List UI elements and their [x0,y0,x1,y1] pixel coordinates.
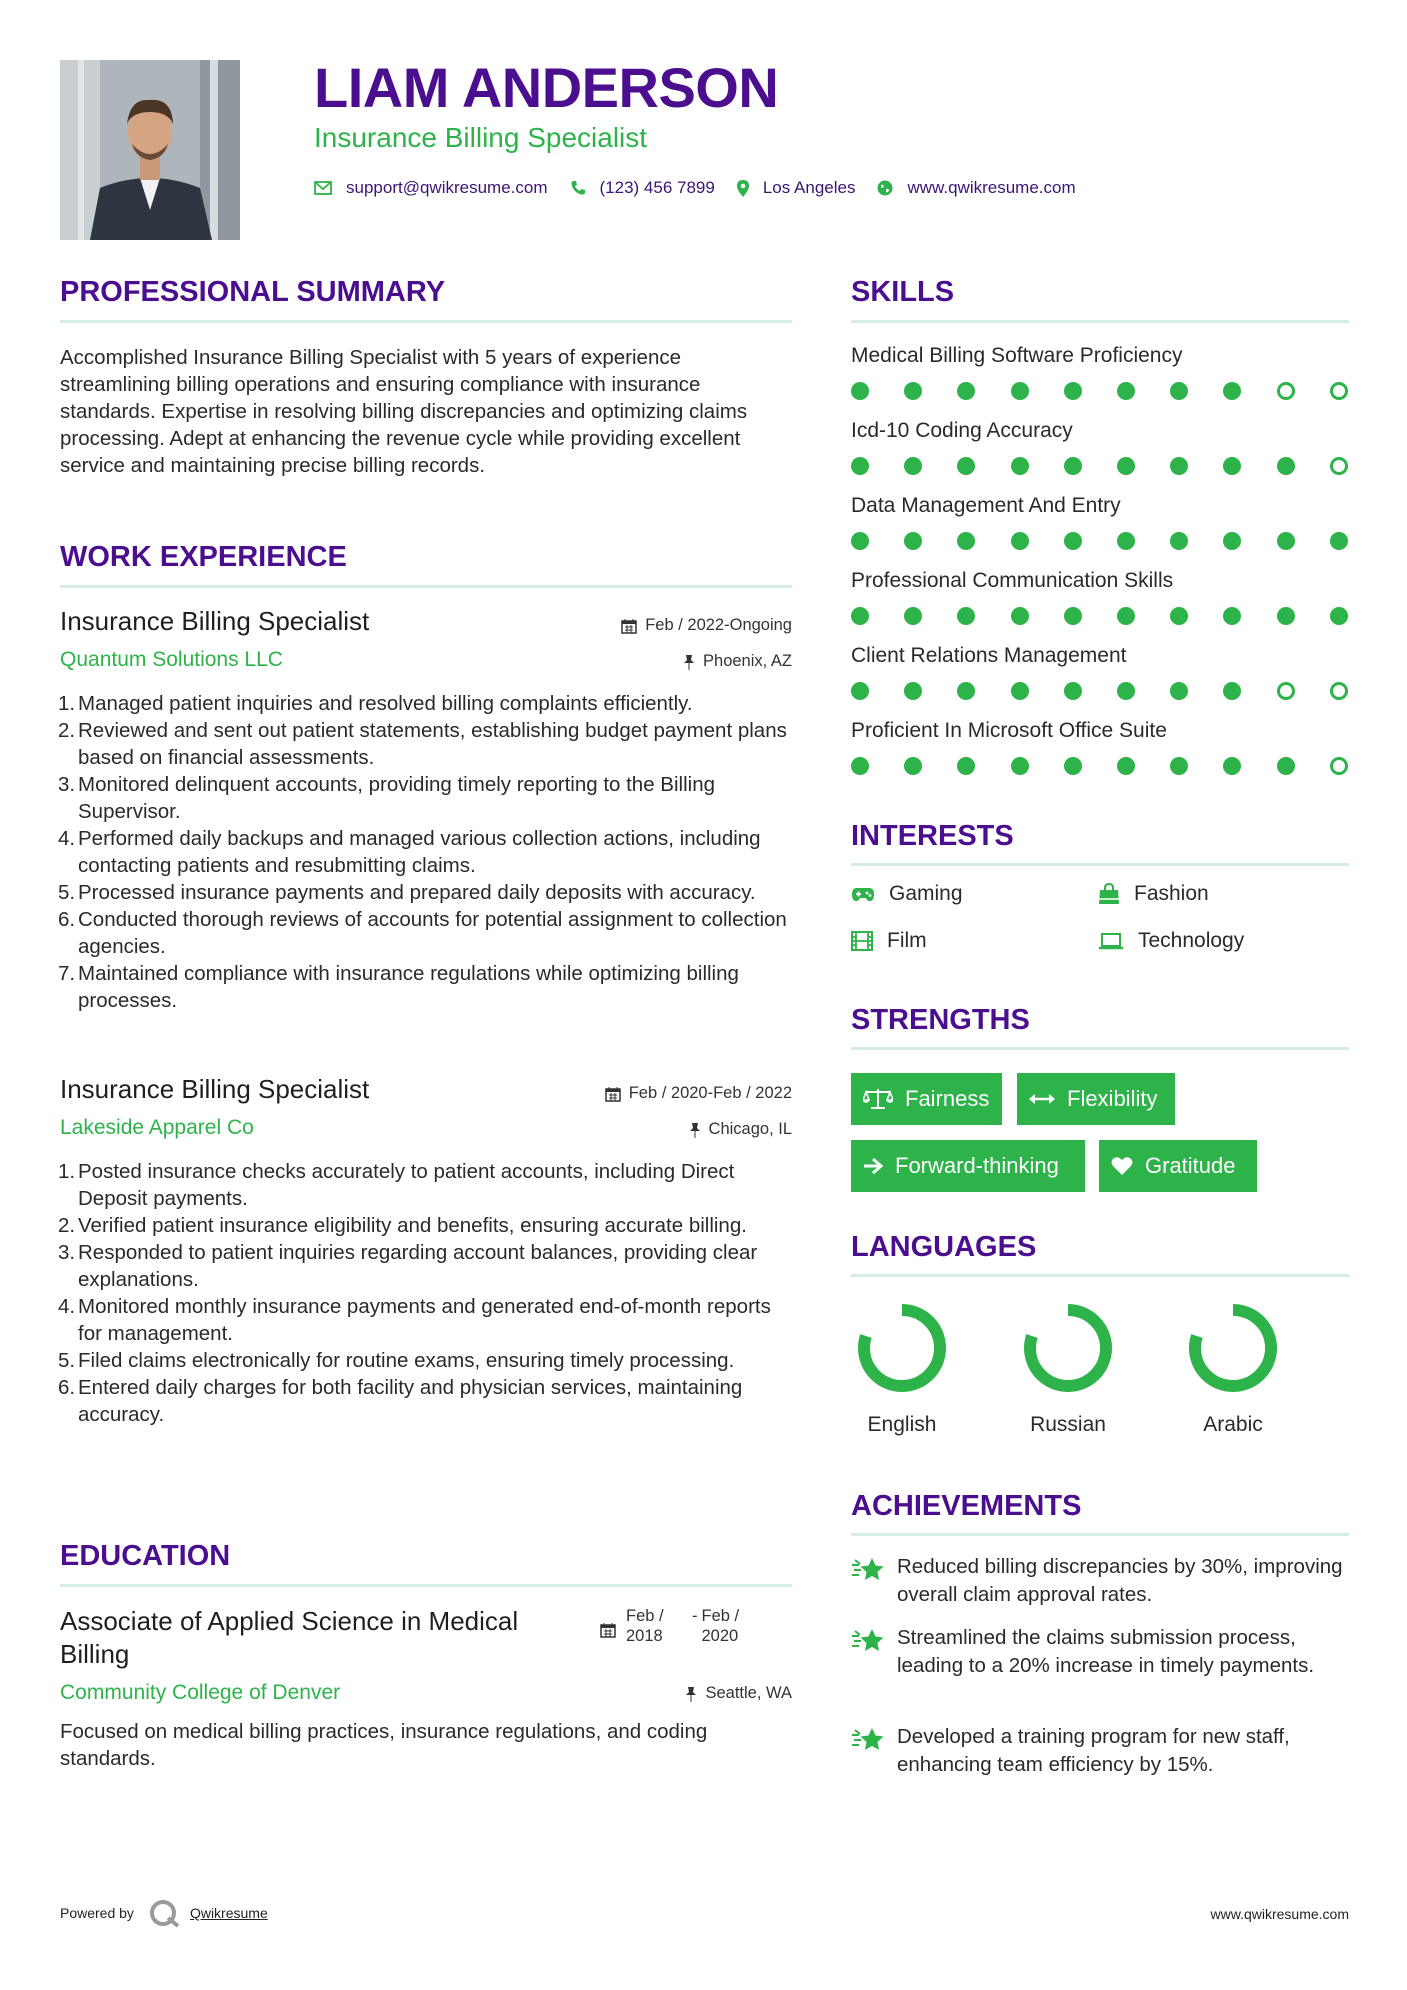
skill-name: Proficient In Microsoft Office Suite [851,719,1167,742]
rating-dot-filled [851,382,869,400]
rating-dot-filled [1011,682,1029,700]
rating-dot-filled [1277,757,1295,775]
list-item: 2. Verified patient insurance eligibility and benefits, ensuring accurate billing. [58,1214,747,1237]
rating-dot-filled [1064,532,1082,550]
calendar-icon [605,1086,621,1102]
phone-icon [570,180,586,196]
rating-dot-empty [1330,682,1348,700]
rating-dot-filled [1277,457,1295,475]
achievement-item: Streamlined the claims submission process, leading to a 20% increase in timely payments. [851,1624,1349,1680]
rating-dot-filled [1170,757,1188,775]
rating-dot-filled [1117,757,1135,775]
rating-dot-filled [904,757,922,775]
list-item: 1. Posted insurance checks accurately to patient accounts, including Direct Deposit payments. [58,1160,735,1210]
laptop-icon [1098,932,1124,950]
shopping-bag-icon [1098,883,1120,905]
rating-dot-empty [1277,682,1295,700]
rating-dot-filled [1330,607,1348,625]
candidate-name: LIAM ANDERSON [314,56,779,119]
arrow-right-icon [863,1157,883,1175]
rating-dot-filled [1223,607,1241,625]
language-label: English [867,1413,937,1436]
globe-icon [877,180,893,196]
achievements-heading: ACHIEVEMENTS [851,1490,1082,1522]
summary-text: Accomplished Insurance Billing Specialist with 5 years of experience streamlining billing operations and ensuring compliance with insurance standards. Expertise in resolving billing discrepancies and optimizing claims processing. Adept at enhancing the revenue cycle while providing excellent service and maintaining precise billing records. [60,346,748,477]
rating-dot-filled [851,532,869,550]
job-title: Insurance Billing Specialist [60,606,370,636]
rating-dot-filled [957,457,975,475]
rating-dot-filled [1064,682,1082,700]
rating-dot-filled [1117,382,1135,400]
summary-heading: PROFESSIONAL SUMMARY [60,276,446,308]
skill-name: Professional Communication Skills [851,569,1174,592]
calendar-icon [621,618,637,634]
interests-rule [851,863,1349,866]
education-end: Feb / 2020 [701,1607,740,1645]
achievement-item: Developed a training program for new staff, enhancing team efficiency by 15%. [851,1723,1349,1779]
job-title: Insurance Billing Specialist [60,1074,370,1104]
skills-rule [851,320,1349,323]
contact-phone[interactable] [570,178,715,198]
list-item: 1. Managed patient inquiries and resolved billing complaints efficiently. [58,692,693,715]
language-level-arc [864,1310,940,1386]
language-ring [1158,1300,1308,1405]
language-label: Russian [1030,1413,1106,1436]
education-location: Seattle, WA [500,1684,792,1703]
skill-name: Client Relations Management [851,644,1127,667]
contact-website[interactable] [877,178,1075,198]
rating-dot-filled [1064,382,1082,400]
degree-title: Associate of Applied Science in Medical Billing [60,1606,519,1669]
footer-website[interactable]: www.qwikresume.com [1210,1906,1349,1922]
strengths-heading: STRENGTHS [851,1004,1030,1036]
list-item: 3. Monitored delinquent accounts, providing timely reporting to the Billing Supervisor. [58,773,716,823]
rating-dot-filled [1117,682,1135,700]
contact-email[interactable] [314,178,548,198]
brand-link[interactable]: Qwikresume [189,1905,268,1921]
list-item: 2. Reviewed and sent out patient statements, establishing budget payment plans based on financial assessments. [58,719,787,769]
skill-name: Data Management And Entry [851,494,1121,517]
experience-heading: WORK EXPERIENCE [60,541,347,573]
website-text: www.qwikresume.com [907,178,1076,197]
list-item: 3. Responded to patient inquiries regarding account balances, providing clear explanations. [58,1241,758,1291]
skill-name: Icd-10 Coding Accuracy [851,419,1073,442]
rating-dot-filled [904,682,922,700]
rating-dot-filled [1011,457,1029,475]
list-item: 4. Monitored monthly insurance payments and generated end-of-month reports for management. [58,1295,771,1345]
rating-dot-filled [1223,757,1241,775]
skill-name: Medical Billing Software Proficiency [851,344,1183,367]
job-location: Phoenix, AZ [500,652,792,671]
language-label: Arabic [1203,1413,1263,1436]
rating-dot-empty [1330,757,1348,775]
rating-dot-filled [1277,607,1295,625]
rating-dot-filled [957,682,975,700]
rating-dot-filled [1170,682,1188,700]
pushpin-icon [683,654,695,670]
contact-location [737,178,856,198]
rating-dot-empty [1330,382,1348,400]
list-item: 7. Maintained compliance with insurance regulations while optimizing billing processes. [58,962,739,1012]
star-award-icon [851,1725,885,1753]
rating-dot-filled [904,532,922,550]
skill-rating [851,532,1349,552]
rating-dot-filled [851,607,869,625]
rating-dot-filled [851,757,869,775]
achievements-rule [851,1533,1349,1536]
gamepad-icon [851,886,875,902]
strength-tag-fairness: Fairness [851,1073,1002,1125]
language-progress-arc [993,1300,1143,1400]
rating-dot-filled [957,382,975,400]
rating-dot-filled [1170,457,1188,475]
job-dates: Feb / 2020-Feb / 2022 [500,1084,792,1103]
candidate-role: Insurance Billing Specialist [314,122,648,153]
rating-dot-filled [1064,457,1082,475]
rating-dot-filled [1277,532,1295,550]
star-award-icon [851,1626,885,1654]
skill-rating [851,457,1349,477]
rating-dot-filled [851,457,869,475]
rating-dot-filled [1064,757,1082,775]
phone-text: (123) 456 7899 [599,178,715,197]
footer-powered-by [60,1898,268,1928]
envelope-icon [314,181,332,195]
rating-dot-filled [1223,682,1241,700]
interest-item-gaming: Gaming [851,882,963,906]
map-pin-icon [737,180,749,197]
star-award-icon [851,1555,885,1583]
rating-dot-filled [957,532,975,550]
language-ring [993,1300,1143,1405]
film-icon [851,931,873,951]
rating-dot-filled [1064,607,1082,625]
list-item: 4. Performed daily backups and managed various collection actions, including contacting patients and resubmitting claims. [58,827,761,877]
rating-dot-empty [1277,382,1295,400]
rating-dot-filled [1117,607,1135,625]
balance-scale-icon [863,1088,893,1110]
rating-dot-filled [1223,532,1241,550]
skill-rating [851,682,1349,702]
strength-tag-forward-thinking: Forward-thinking [851,1140,1085,1192]
strength-tag-flexibility: Flexibility [1017,1073,1175,1125]
calendar-icon [600,1622,616,1638]
language-level-arc [1030,1310,1106,1386]
school-name: Community College of Denver [60,1681,341,1704]
achievement-item: Reduced billing discrepancies by 30%, improving overall claim approval rates. [851,1553,1349,1609]
skill-rating [851,757,1349,777]
list-item: 5. Filed claims electronically for routine exams, ensuring timely processing. [58,1349,735,1372]
rating-dot-filled [957,607,975,625]
email-text: support@qwikresume.com [346,178,548,197]
rating-dot-filled [1011,607,1029,625]
company-name: Quantum Solutions LLC [60,648,283,671]
rating-dot-filled [1117,532,1135,550]
rating-dot-filled [904,607,922,625]
job-bullets [60,1158,792,1428]
education-start: Feb / 2018 [626,1607,664,1645]
company-name: Lakeside Apparel Co [60,1116,254,1139]
rating-dot-filled [1170,532,1188,550]
education-description: Focused on medical billing practices, insurance regulations, and coding standards. [60,1720,708,1770]
rating-dot-filled [957,757,975,775]
summary-rule [60,320,792,323]
interest-item-film: Film [851,929,927,953]
rating-dot-filled [1170,382,1188,400]
skills-heading: SKILLS [851,276,955,308]
heart-icon [1111,1156,1133,1176]
rating-dot-filled [1011,382,1029,400]
pushpin-icon [685,1686,697,1702]
language-progress-arc [827,1300,977,1400]
languages-rule [851,1274,1349,1277]
contact-bar [314,178,1098,198]
rating-dot-filled [1011,532,1029,550]
interest-item-fashion: Fashion [1098,882,1209,906]
strength-tag-gratitude: Gratitude [1099,1140,1257,1192]
list-item: 6. Conducted thorough reviews of accounts for potential assignment to collection agencies. [58,908,787,958]
pushpin-icon [689,1122,701,1138]
education-dates: Feb / 2018 - Feb / 2020 [600,1606,760,1646]
strengths-rule [851,1047,1349,1050]
rating-dot-filled [1223,457,1241,475]
rating-dot-filled [851,682,869,700]
job-dates: Feb / 2022-Ongoing [500,616,792,635]
skill-rating [851,607,1349,627]
rating-dot-filled [1117,457,1135,475]
list-item: 6. Entered daily charges for both facility and physician services, maintaining accuracy. [58,1376,743,1426]
powered-by-label: Powered by [60,1905,134,1921]
arrows-horizontal-icon [1029,1092,1055,1106]
rating-dot-filled [1170,607,1188,625]
rating-dot-filled [904,382,922,400]
rating-dot-filled [1223,382,1241,400]
languages-heading: LANGUAGES [851,1231,1037,1263]
language-level-arc [1195,1310,1271,1386]
language-ring [827,1300,977,1405]
interests-heading: INTERESTS [851,820,1014,852]
skill-rating [851,382,1349,402]
location-text: Los Angeles [762,178,856,197]
rating-dot-filled [1011,757,1029,775]
language-progress-arc [1158,1300,1308,1400]
job-bullets [60,690,792,1014]
list-item: 5. Processed insurance payments and prepared daily deposits with accuracy. [58,881,756,904]
interest-item-technology: Technology [1098,929,1244,953]
rating-dot-filled [904,457,922,475]
qwikresume-logo-icon [148,1898,182,1928]
education-rule [60,1584,792,1587]
education-heading: EDUCATION [60,1540,231,1572]
rating-dot-filled [1330,532,1348,550]
experience-rule [60,585,792,588]
rating-dot-empty [1330,457,1348,475]
job-location: Chicago, IL [500,1120,792,1139]
profile-photo [60,60,240,240]
